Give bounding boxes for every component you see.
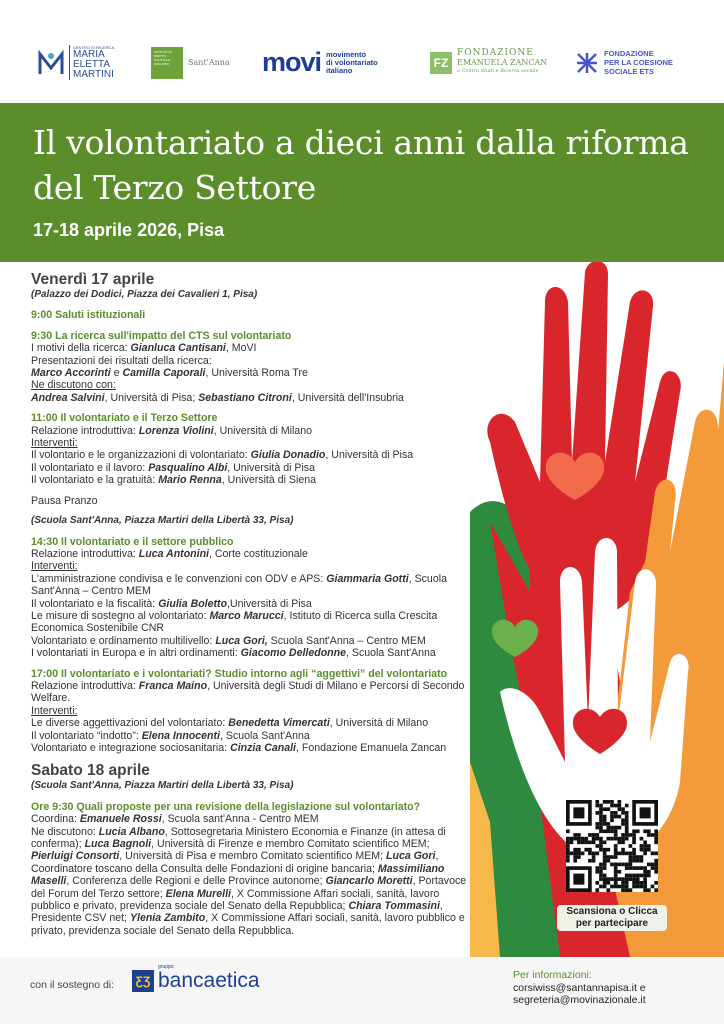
line-text: Le misure di sostegno al volontariato:	[31, 609, 210, 622]
footer	[0, 957, 724, 1024]
line-text: , Università Roma Tre	[205, 367, 308, 380]
speaker-name: Elena Innocenti	[141, 729, 220, 742]
line-text: Relazione introduttiva:	[31, 424, 139, 437]
line-text: Relazione introduttiva:	[31, 679, 139, 692]
speaker-name: Ylenia Zambito	[129, 912, 206, 925]
line-text: Il volontariato e il lavoro:	[31, 461, 149, 474]
line-text: , Scuola Sant'Anna	[220, 729, 310, 742]
line-text: , Università degli Studi di Milano e Percorsi di Secondo Welfare.	[31, 679, 465, 705]
email-link[interactable]: corsiwiss@santannapisa.it e	[513, 981, 646, 994]
program-stitle: 17:00 Il volontariato e i volontariati? Studio intorno agli “aggettivi” del volontariato	[31, 667, 448, 680]
line-text: , Università di Pisa e membro Comitato scientifico MEM;	[119, 850, 386, 863]
line-text: , Istituto di Ricerca sulla Crescita Economica Sostenibile CNR	[31, 609, 438, 635]
program-line	[31, 342, 471, 354]
line-text: , Conferenza delle Regioni e delle Province autonome;	[66, 875, 326, 888]
line-text: , Fondazione Emanuela Zancan	[296, 742, 447, 754]
speaker-name: Giancarlo Moretti	[325, 875, 413, 888]
speaker-name: Giulia Donadio	[250, 449, 326, 462]
santanna-box: ISTITUTO DI DIRITTO POLITICA E SVILUPPO	[151, 47, 183, 79]
line-text: Ne discutono:	[31, 825, 99, 838]
zancan-mark-icon: FZ	[430, 52, 452, 74]
speaker-name: Lorenza Violini	[138, 424, 214, 437]
coesione-text: FONDAZIONE PER LA COESIONE SOCIALE ETS	[604, 49, 673, 76]
speaker-name: Marco Accorinti	[31, 367, 111, 380]
line-text: , Scuola Sant'Anna – Centro MEM	[31, 572, 447, 598]
line-text: Relazione introduttiva:	[31, 547, 139, 560]
line-text: , Scuola Sant'Anna	[346, 647, 436, 660]
line-text: e	[110, 367, 123, 380]
mem-logo-icon	[38, 50, 64, 76]
speaker-name: Luca Gori,	[215, 634, 268, 647]
speaker-name: Massimiliano Maselli	[31, 862, 445, 888]
logo-movi	[262, 40, 378, 85]
speaker-name: Franca Maino	[138, 679, 208, 692]
support-label: con il sostegno di:	[30, 979, 115, 991]
coesione-x-icon	[575, 51, 599, 75]
zancan-text: FONDAZIONE EMANUELA ZANCAN o Centro Studi e Ricerca sociale	[457, 48, 548, 74]
speaker-name: Sebastiano Citroni	[198, 391, 292, 404]
speaker-name: Cinzia Canali	[230, 742, 296, 754]
speaker-name: Giammaria Gotti	[326, 572, 409, 585]
movi-name: movi	[262, 47, 322, 77]
program-line	[31, 717, 471, 729]
line-text: Volontariato e ordinamento multilivello:	[31, 634, 216, 647]
program-sub: Ne discutono con:	[31, 379, 116, 392]
program-sub: Interventi:	[31, 437, 78, 450]
mem-small: CENTRO DI RICERCA	[73, 45, 115, 50]
program	[31, 271, 471, 937]
speaker-name: Luca Antonini	[138, 547, 209, 560]
line-text: Le diverse aggettivazioni del volontariato:	[31, 717, 229, 730]
contact-info	[513, 969, 646, 1007]
bank-name: bancaetica	[158, 969, 260, 992]
line-text: , Università dell'Insubria	[291, 391, 404, 404]
speaker-name: Mario Renna	[158, 474, 222, 487]
program-line	[31, 647, 471, 659]
partner-logos	[0, 40, 724, 90]
speaker-name: Giacomo Delledonne	[240, 647, 347, 660]
program-sub: Interventi:	[31, 704, 78, 717]
line-text: Presentazioni dei risultati della ricerca:	[31, 354, 212, 367]
line-text: , X Commissione Affari sociali, sanità, lavoro pubblico e privato, previdenza sociale del Senato della Repubblica.	[31, 912, 465, 937]
program-gapline: Pausa Pranzo	[31, 494, 98, 507]
speaker-name: Benedetta Vimercati	[228, 717, 330, 730]
program-venuegap: (Scuola Sant'Anna, Piazza Martiri della Libertà 33, Pisa)	[31, 515, 294, 527]
movi-tag: movimento di volontariato italiano	[326, 49, 378, 75]
speaker-name: Emanuele Rossi	[79, 813, 162, 826]
bancaetica-mark-icon: ƸƷ	[132, 970, 154, 992]
program-line	[31, 813, 471, 825]
bank-small: gruppo	[158, 964, 174, 970]
program-line	[31, 826, 471, 938]
speaker-name: Luca Bagnoli	[84, 838, 152, 851]
santanna-name: Sant'Anna	[188, 58, 230, 67]
line-text: , Portavoce del Forum del Terzo settore;	[31, 875, 467, 900]
line-text: , Università di Pisa	[325, 449, 414, 462]
line-text: , Università di Milano	[213, 424, 313, 437]
program-line	[31, 680, 471, 705]
program-line	[31, 610, 471, 635]
program-stitle: Ore 9:30 Quali proposte per una revisione della legislazione sul volontariato?	[31, 800, 421, 813]
event-date: 17-18 aprile 2026, Pisa	[33, 220, 225, 240]
program-stitle: 9:00 Saluti istituzionali	[31, 309, 146, 322]
speaker-name: Pierluigi Consorti	[31, 850, 120, 863]
program-stitle: 11:00 Il volontariato e il Terzo Settore	[31, 412, 218, 425]
program-line	[31, 462, 471, 474]
title-band	[0, 103, 724, 262]
program-line	[31, 474, 471, 486]
line-text: Il volontariato “indotto”:	[31, 729, 142, 742]
line-text: Coordina:	[31, 813, 80, 826]
program-stitle: 9:30 La ricerca sull'impatto del CTS sul volontariato	[31, 329, 292, 342]
logo-zancan	[430, 40, 547, 85]
page-title: Il volontariato a dieci anni dalla riforma del Terzo Settore	[33, 123, 689, 207]
program-line	[31, 449, 471, 461]
qr-label[interactable]: Scansiona o Clicca per partecipare	[557, 905, 667, 931]
line-text: , Università di Pisa;	[104, 391, 199, 404]
mem-name: MARIA ELETTA MARTINI	[73, 49, 114, 80]
line-text: Scuola Sant'Anna – Centro MEM	[267, 634, 426, 647]
line-text: Il volontario e le organizzazioni di volontariato:	[31, 449, 251, 462]
line-text: , Corte costituzionale	[209, 547, 308, 560]
line-text: , Scuola sant'Anna - Centro MEM	[161, 813, 319, 826]
line-text: ,Università di Pisa	[227, 597, 312, 610]
program-line	[31, 392, 471, 404]
program-line	[31, 598, 471, 610]
speaker-name: Elena Murelli	[165, 887, 231, 900]
program-line	[31, 573, 471, 598]
line-text: , Università di Siena	[221, 474, 316, 487]
speaker-name: Pasqualino Albi	[148, 461, 228, 474]
speaker-name: Lucia Albano	[98, 825, 165, 838]
qr-code[interactable]	[566, 800, 658, 892]
line-text: L'amministrazione condivisa e le convenzioni con ODV e APS:	[31, 572, 327, 585]
line-text: Il volontariato e la fiscalità:	[31, 597, 159, 610]
bancaetica-logo	[132, 964, 260, 992]
program-line	[31, 635, 471, 647]
logo-coesione	[575, 40, 673, 85]
line-text: , Università di Firenze e membro Comitato scientifico MEM;	[151, 838, 430, 851]
speaker-name: Giulia Boletto	[158, 597, 228, 610]
line-text: Volontariato e integrazione sociosanitaria:	[31, 742, 231, 754]
program-day: Venerdì 17 aprile	[31, 271, 155, 288]
program-line	[31, 742, 471, 754]
program-line	[31, 355, 471, 367]
program-line	[31, 425, 471, 437]
line-text: , Università di Milano	[329, 717, 429, 730]
line-text: , Sottosegretaria Ministero Economia e Finanze (in attesa di conferma);	[31, 825, 446, 851]
speaker-name: Marco Marucci	[209, 609, 284, 622]
logo-mem	[38, 40, 114, 85]
logo-santanna	[151, 40, 230, 85]
speaker-name: Luca Gori	[386, 850, 436, 863]
line-text: , MoVI	[225, 342, 257, 355]
speaker-name: Andrea Salvini	[31, 391, 105, 404]
program-venue: (Scuola Sant'Anna, Piazza Martiri della Libertà 33, Pisa)	[31, 780, 294, 792]
program-venue: (Palazzo dei Dodici, Piazza dei Cavalieri 1, Pisa)	[31, 289, 258, 300]
line-text: , Coordinatore toscano della Consulta delle Fondazioni di origine bancaria;	[31, 850, 439, 875]
line-text: , Università di Pisa	[227, 461, 315, 474]
speaker-name: Chiara Tommasini	[348, 900, 440, 913]
line-text: I motivi della ricerca:	[31, 342, 131, 355]
program-line	[31, 367, 471, 379]
line-text: , X Commissione Affari sociali, sanità, lavoro pubblico e privato, previdenza sociale del Senato della Repubblica;	[31, 887, 440, 913]
info-label: Per informazioni:	[513, 969, 592, 981]
line-text: I volontariati in Europa e in altri ordinamenti:	[31, 647, 241, 660]
speaker-name: Gianluca Cantisani	[130, 342, 226, 355]
program-daygap: Sabato 18 aprile	[31, 762, 150, 780]
program-line	[31, 548, 471, 560]
program-stitle: 14:30 Il volontariato e il settore pubblico	[31, 535, 234, 548]
program-sub: Interventi:	[31, 560, 78, 573]
line-text: , Presidente CSV net;	[31, 900, 443, 925]
program-line	[31, 730, 471, 742]
line-text: Il volontariato e la gratuità:	[31, 474, 159, 487]
speaker-name: Camilla Caporali	[122, 367, 206, 380]
email-link[interactable]: segreteria@movinazionale.it	[513, 994, 646, 1006]
